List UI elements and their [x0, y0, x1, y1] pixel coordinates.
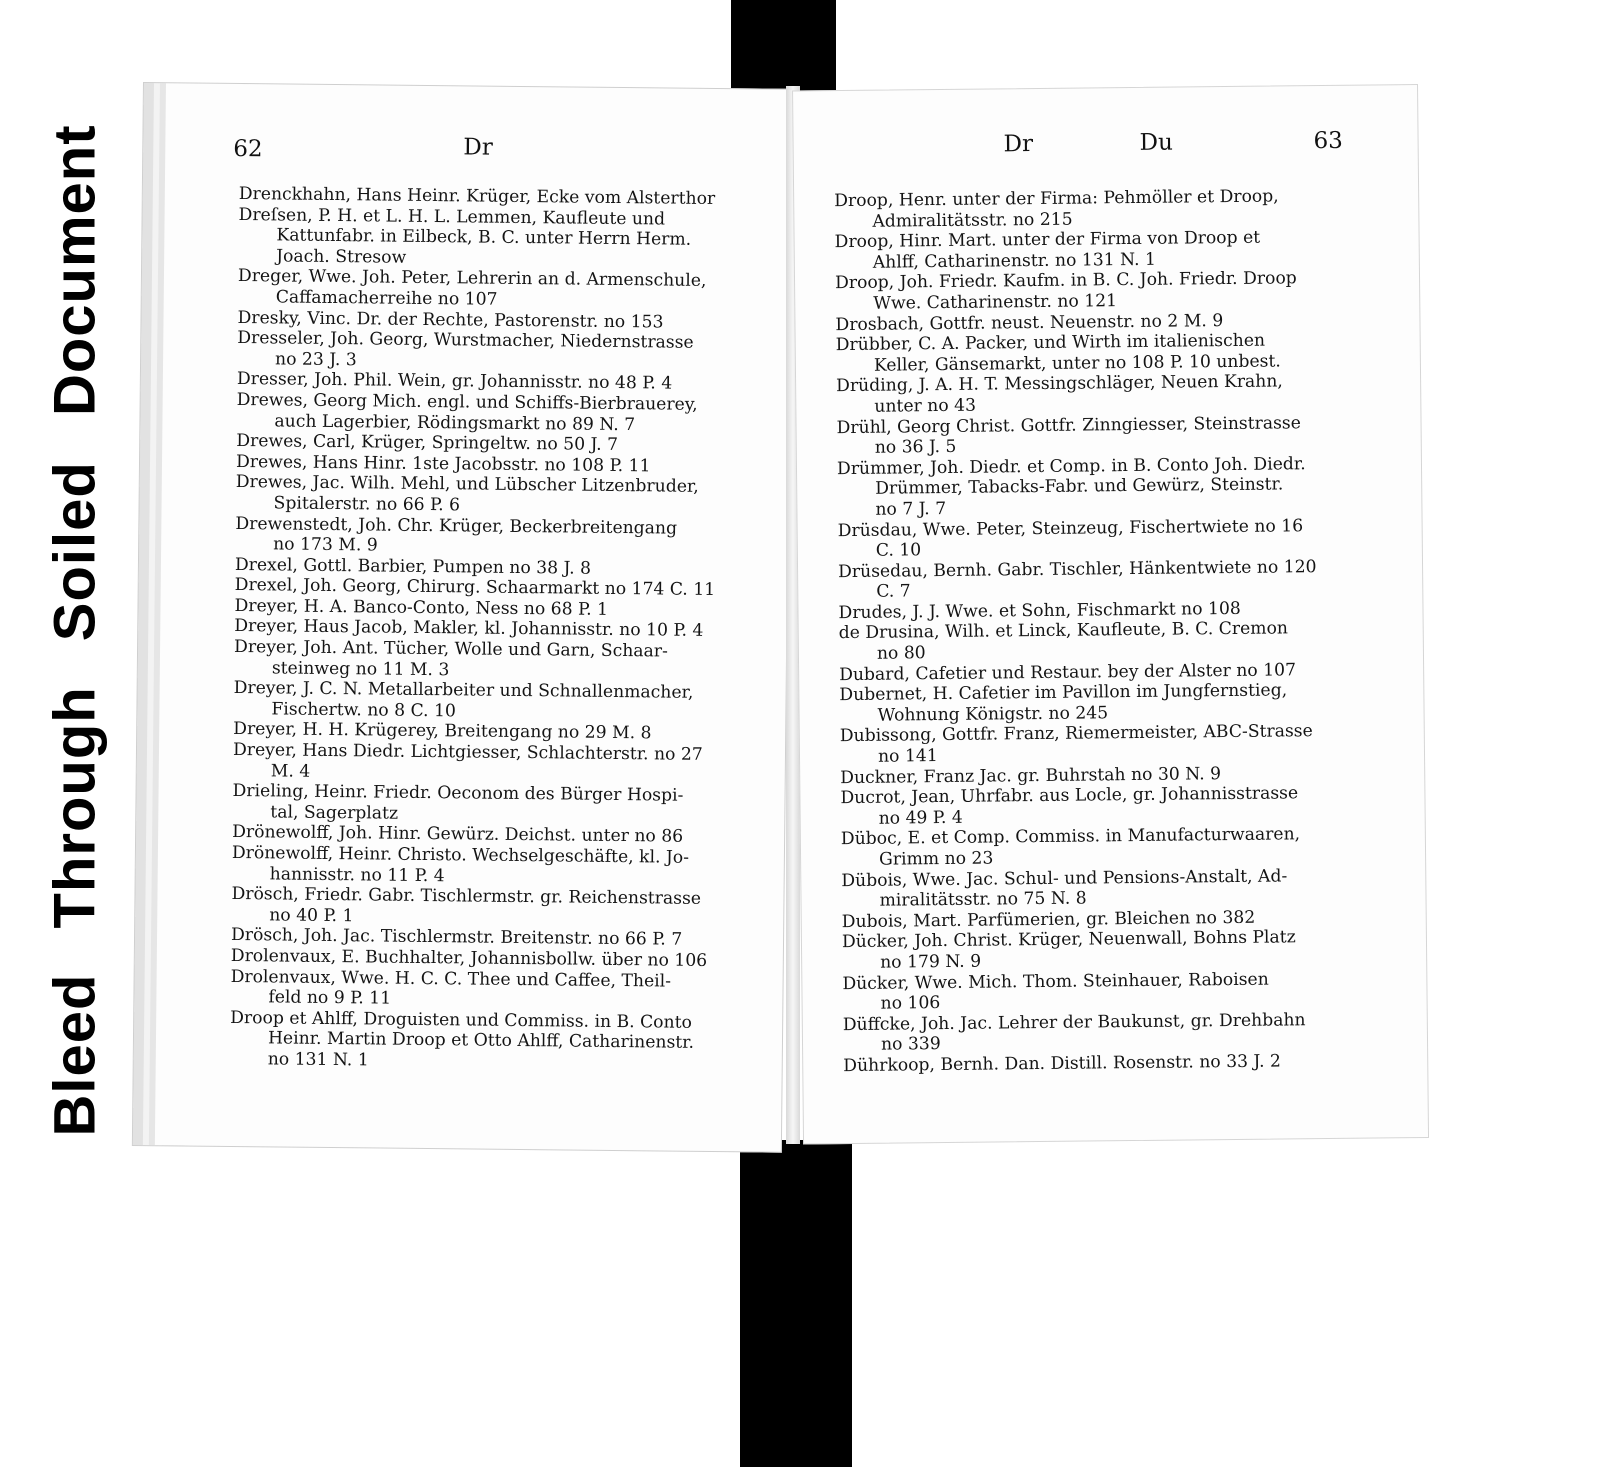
directory-entry: Drösch, Friedr. Gabr. Tischlermstr. gr. Reichenstrasse no 40 P. 1	[231, 884, 702, 927]
directory-entry: Dreyer, H. A. Banco-Conto, Ness no 68 P. 1	[234, 595, 609, 620]
directory-entry: Düffcke, Joh. Jac. Lehrer der Baukunst, gr. Drehbahn no 339	[842, 1009, 1306, 1056]
directory-entry: Drudes, J. J. Wwe. et Sohn, Fischmarkt no 108	[838, 598, 1241, 623]
directory-entry: Drosbach, Gottfr. neust. Neuenstr. no 2 M. 9	[835, 310, 1224, 335]
directory-entry: Drüding, J. A. H. T. Messingschläger, Neuen Krahn, unter no 43	[836, 371, 1283, 417]
directory-entry: Dührkoop, Bernh. Dan. Distill. Rosenstr. no 33 J. 2	[843, 1051, 1282, 1077]
directory-entry: Droop, Henr. unter der Firma: Pehmöller et Droop, Admiralitätsstr. no 215	[834, 186, 1279, 232]
directory-entry: Drühl, Georg Christ. Gottfr. Zinngiesser, Steinstrasse no 36 J. 5	[836, 412, 1301, 458]
side-label-text: Bleed Through Soiled Document	[42, 123, 108, 1137]
directory-entry: Drönewolff, Joh. Hinr. Gewürz. Deichst. unter no 86	[232, 822, 684, 848]
right-page-header-dr: Dr	[1003, 131, 1034, 158]
directory-entry: Droop, Hinr. Mart. unter der Firma von Droop et Ahlff, Catharinenstr. no 131 N. 1	[834, 227, 1261, 273]
directory-entry: Drolenvaux, E. Buchhalter, Johannisbollw. über no 106	[230, 945, 708, 971]
directory-entry: Dücker, Joh. Christ. Krüger, Neuenwall, Bohns Platz no 179 N. 9	[841, 927, 1296, 973]
directory-entry: Drewes, Georg Mich. engl. und Schiffs-Bierbrauerey, auch Lagerbier, Rödingsmarkt no 89 N. 7	[236, 389, 698, 435]
directory-entry: Drewes, Hans Hinr. 1ste Jacobsstr. no 108 P. 11	[235, 451, 651, 477]
directory-entry: de Drusina, Wilh. et Linck, Kaufleute, B. C. Cremon no 80	[838, 618, 1289, 664]
directory-entry: Dubois, Mart. Parfümerien, gr. Bleichen no 382	[841, 907, 1256, 932]
directory-entry: Drümmer, Joh. Diedr. et Comp. in B. Conto Joh. Diedr. Drümmer, Tabacks-Fabr. und Gewürz, Steinstr. no 7 J. 7	[836, 453, 1306, 520]
directory-entry: Dreſsen, P. H. et L. H. L. Lemmen, Kaufleute und Kattunfabr. in Eilbeck, B. C. unter Herrn Herm. Joach. Stresow	[238, 204, 692, 268]
directory-entry: Dreyer, J. C. N. Metallarbeiter und Schnallenmacher, Fischertw. no 8 C. 10	[233, 678, 694, 722]
right-page	[792, 84, 1429, 1144]
directory-entry: Drenckhahn, Hans Heinr. Krüger, Ecke vom Alsterthor	[238, 184, 716, 209]
directory-entry: Düboc, E. et Comp. Commiss. in Manufacturwaaren, Grimm no 23	[840, 824, 1301, 870]
directory-entry: Drewes, Carl, Krüger, Springeltw. no 50 J. 7	[236, 431, 619, 456]
directory-entry: Droop, Joh. Friedr. Kaufm. in B. C. Joh. Friedr. Droop Wwe. Catharinenstr. no 121	[834, 268, 1297, 314]
directory-entry: Dreyer, Joh. Ant. Tücher, Wolle und Garn, Schaar- steinweg no 11 M. 3	[233, 637, 668, 680]
directory-entry: Drüsedau, Bernh. Gabr. Tischler, Hänkentwiete no 120 C. 7	[837, 556, 1317, 602]
directory-entry: Dübois, Wwe. Jac. Schul- und Pensions-Anstalt, Ad- miralitätsstr. no 75 N. 8	[841, 866, 1288, 911]
directory-entry: Ducrot, Jean, Uhrfabr. aus Locle, gr. Johannisstrasse no 49 P. 4	[840, 783, 1299, 829]
directory-entry: Drexel, Gottl. Barbier, Pumpen no 38 J. 8	[234, 554, 592, 579]
right-page-header-du: Du	[1139, 129, 1174, 156]
directory-entry: Dresseler, Joh. Georg, Wurstmacher, Niedernstrasse no 23 J. 3	[237, 328, 694, 371]
directory-entry: Drexel, Joh. Georg, Chirurg. Schaarmarkt no 174 C. 11	[234, 575, 716, 601]
right-entry-list	[834, 185, 1383, 1076]
directory-entry: Dubard, Cafetier und Restaur. bey der Alster no 107	[839, 659, 1297, 685]
directory-entry: Drolenvaux, Wwe. H. C. C. Thee und Caffee, Theil- feld no 9 P. 11	[230, 966, 672, 1009]
binding-bar-bottom	[740, 1140, 852, 1467]
directory-entry: Dresky, Vinc. Dr. der Rechte, Pastorenstr. no 153	[237, 307, 664, 333]
directory-entry: Drewes, Jac. Wilh. Mehl, und Lübscher Litzenbruder, Spitalerstr. no 66 P. 6	[235, 472, 699, 516]
directory-entry: Drönewolff, Heinr. Christo. Wechselgeschäfte, kl. Jo- hannisstr. no 11 P. 4	[231, 842, 690, 886]
directory-entry: Droop et Ahlff, Droguisten und Commiss. in B. Conto Heinr. Martin Droop et Otto Ahlff, Catharinenstr. no 131 N. 1	[230, 1007, 695, 1071]
directory-entry: Dreger, Wwe. Joh. Peter, Lehrerin an d. Armenschule, Caffamacherreihe no 107	[237, 266, 707, 310]
directory-entry: Drüsdau, Wwe. Peter, Steinzeug, Fischertwiete no 16 C. 10	[837, 515, 1304, 561]
directory-entry: Dreyer, Haus Jacob, Makler, kl. Johannisstr. no 10 P. 4	[234, 616, 704, 642]
left-page	[132, 82, 793, 1153]
directory-entry: Drieling, Heinr. Friedr. Oeconom des Bürger Hospi- tal, Sagerplatz	[232, 781, 684, 824]
directory-entry: Dubissong, Gottfr. Franz, Riemermeister, ABC-Strasse no 141	[839, 721, 1313, 767]
left-page-header: Dr	[463, 134, 493, 161]
directory-entry: Dücker, Wwe. Mich. Thom. Steinhauer, Raboisen no 106	[842, 969, 1269, 1014]
directory-entry: Dresser, Joh. Phil. Wein, gr. Johannisstr. no 48 P. 4	[236, 369, 673, 394]
directory-entry: Drewenstedt, Joh. Chr. Krüger, Beckerbreitengang no 173 M. 9	[235, 513, 678, 556]
side-label	[20, 123, 130, 1137]
directory-entry: Dreyer, Hans Diedr. Lichtgiesser, Schlachterstr. no 27 M. 4	[232, 740, 703, 782]
right-page-number: 63	[1313, 127, 1344, 155]
left-page-number: 62	[233, 135, 263, 163]
left-entry-list	[230, 184, 759, 1075]
directory-entry: Dubernet, H. Cafetier im Pavillon im Jungfernstieg, Wohnung Königstr. no 245	[839, 680, 1288, 726]
directory-entry: Drösch, Joh. Jac. Tischlermstr. Breitenstr. no 66 P. 7	[230, 925, 683, 951]
directory-entry: Dreyer, H. H. Krügerey, Breitengang no 29 M. 8	[233, 719, 652, 744]
directory-entry: Duckner, Franz Jac. gr. Buhrstah no 30 N. 9	[840, 763, 1222, 788]
binding-bar-top	[731, 0, 836, 95]
directory-entry: Drübber, C. A. Packer, und Wirth im italienischen Keller, Gänsemarkt, unter no 108 P. 10 unbest.	[835, 330, 1281, 376]
